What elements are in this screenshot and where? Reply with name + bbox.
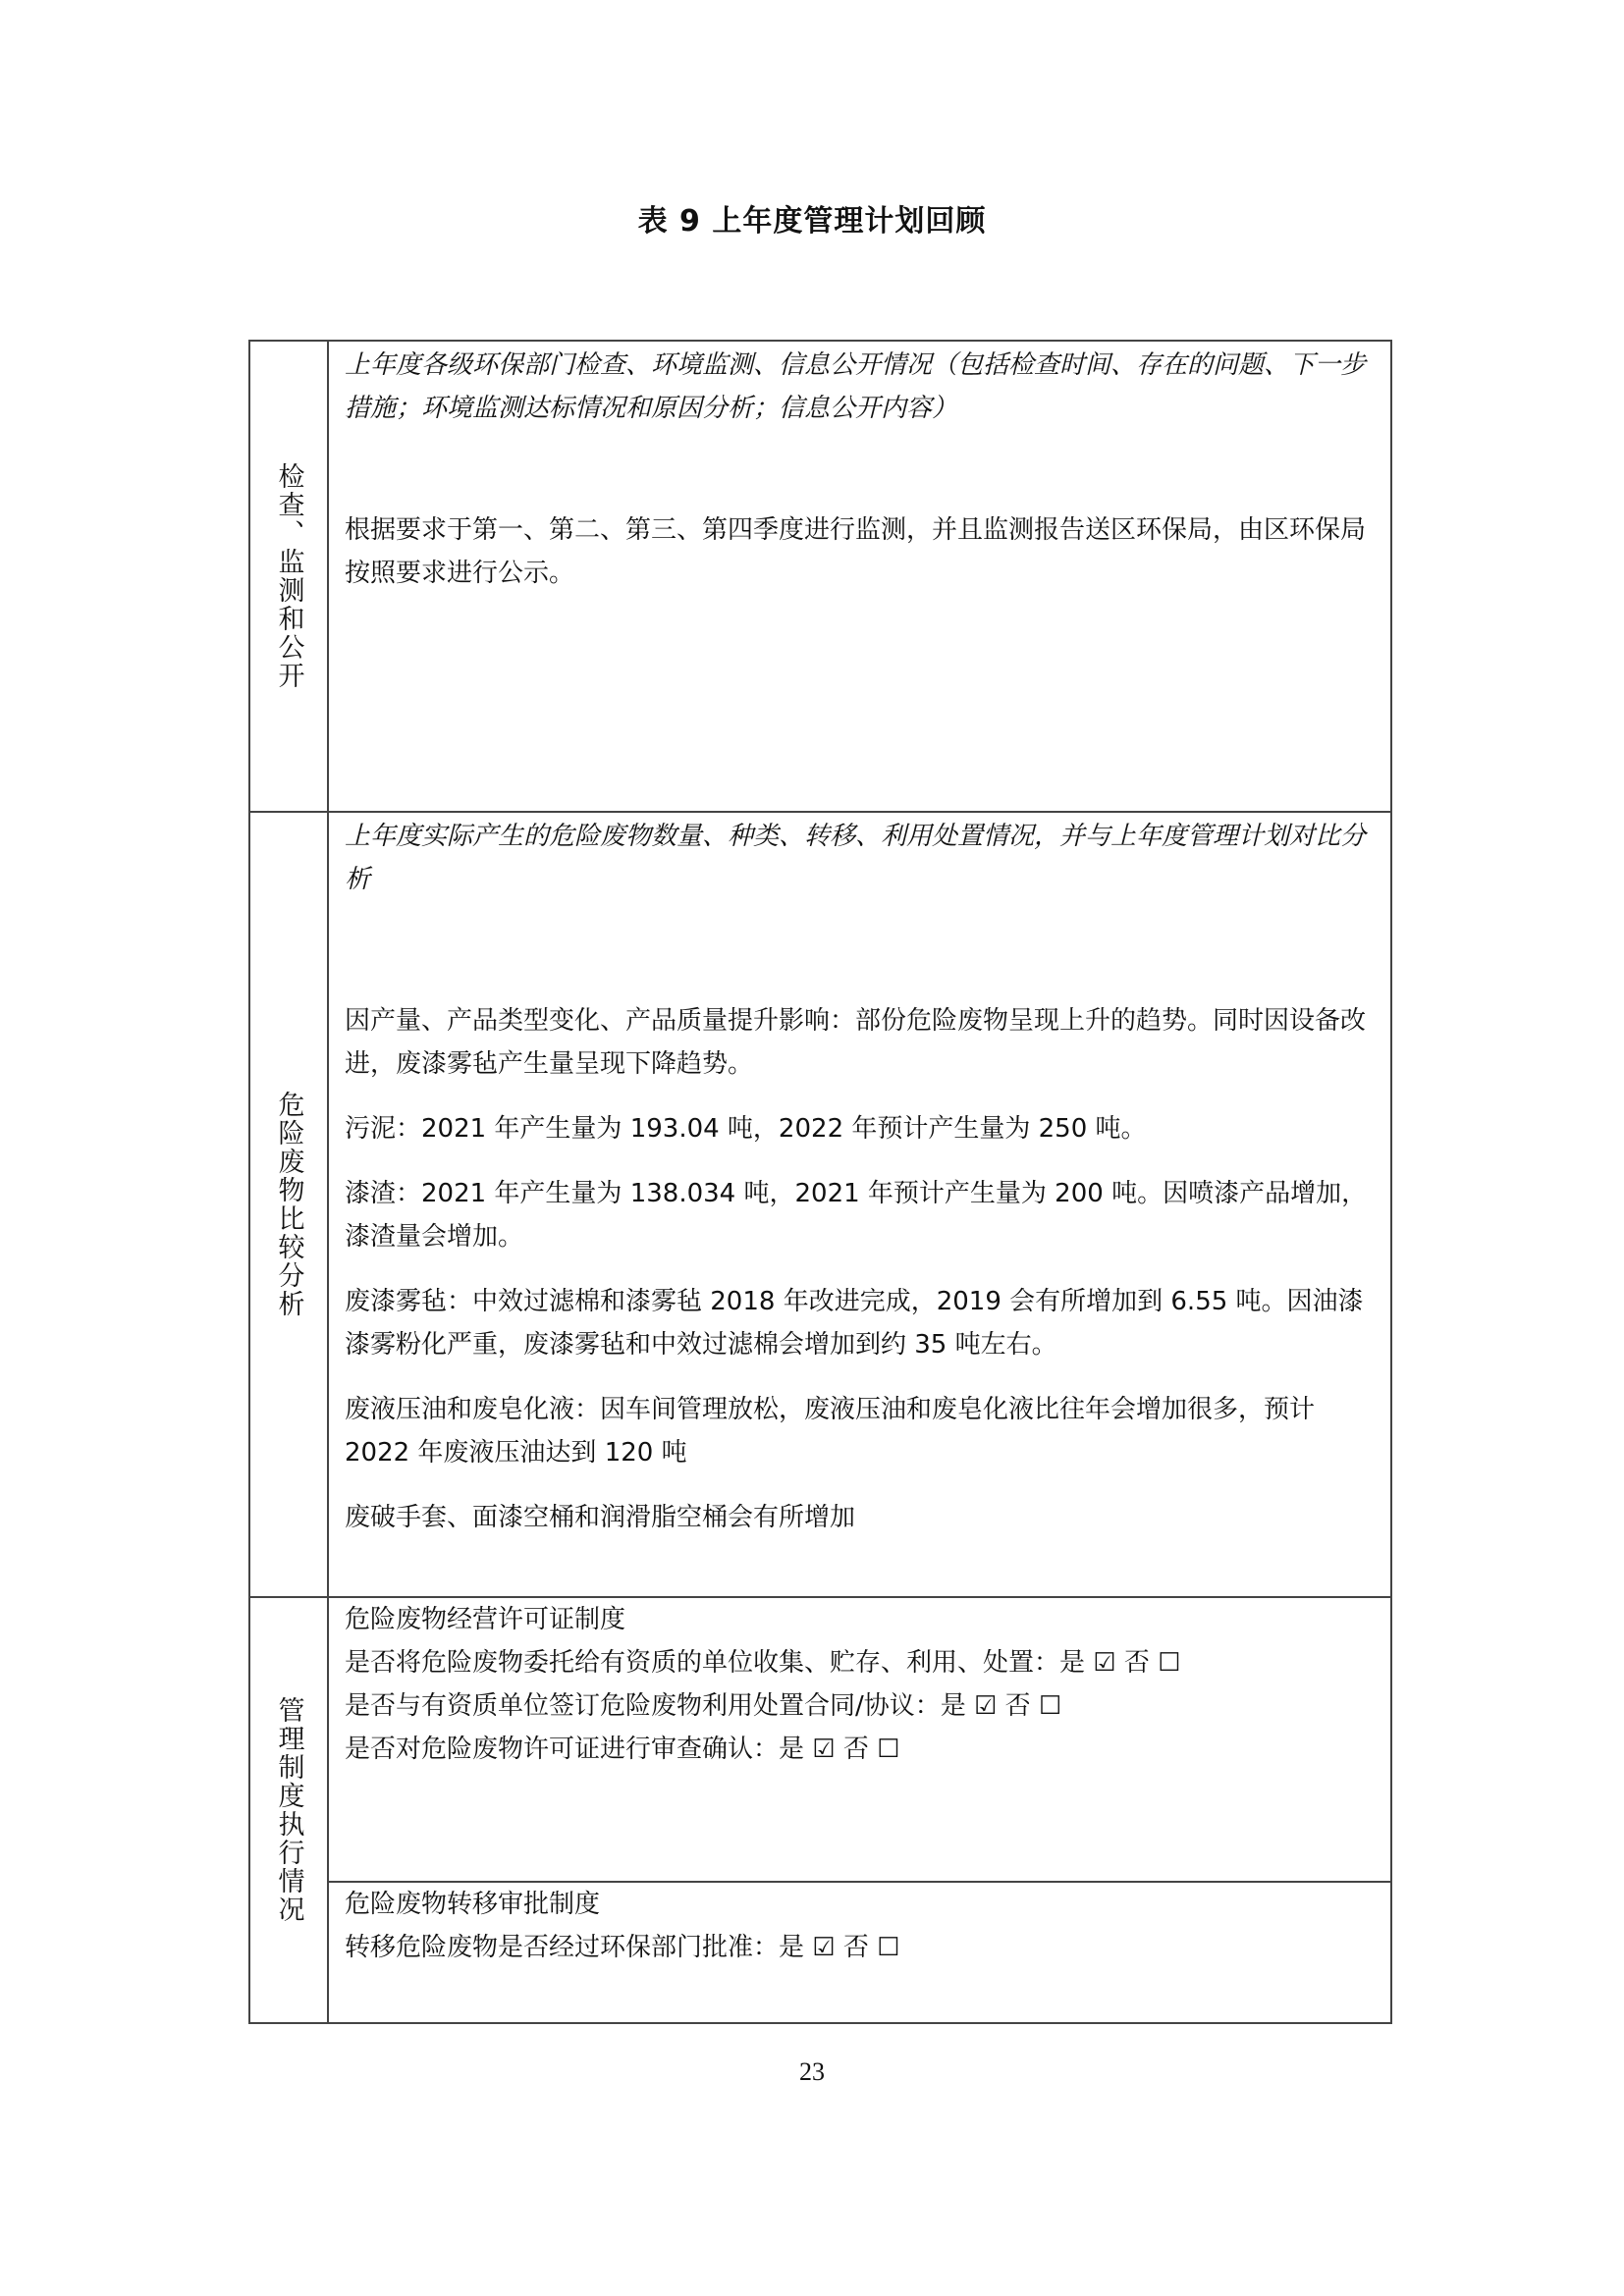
license-item: 是否将危险废物委托给有资质的单位收集、贮存、利用、处置：是 ☑ 否 ☐: [345, 1648, 1181, 1678]
page-number: 23: [799, 2057, 825, 2086]
hazardous-paragraph: 污泥：2021 年产生量为 193.04 吨，2022 年预计产生量为 250 吨。: [345, 1114, 1147, 1144]
hazardous-paragraph: 因产量、产品类型变化、产品质量提升影响：部份危险废物呈现上升的趋势。同时因设备改进，废漆雾毡产生量呈现下降趋势。: [345, 1006, 1367, 1079]
license-item: 是否与有资质单位签订危险废物利用处置合同/协议：是 ☑ 否 ☐: [345, 1691, 1062, 1721]
license-heading: 危险废物经营许可证制度: [345, 1605, 626, 1634]
row-label-hazardous: [250, 813, 329, 1596]
inspection-label: 检查、监测和公开: [273, 462, 304, 690]
inspection-prompt: 上年度各级环保部门检查、环境监测、信息公开情况（包括检查时间、存在的问题、下一步措施；环境监测达标情况和原因分析；信息公开内容）: [345, 350, 1367, 423]
hazardous-prompt: 上年度实际产生的危险废物数量、种类、转移、利用处置情况，并与上年度管理计划对比分析: [345, 822, 1367, 894]
hazardous-paragraph: 废破手套、面漆空桶和润滑脂空桶会有所增加: [345, 1503, 856, 1532]
management-label: 管理制度执行情况: [273, 1696, 304, 1924]
review-table: [248, 340, 1392, 2024]
management-content: [329, 1598, 1390, 2022]
hazardous-label: 危险废物比较分析: [273, 1091, 304, 1318]
row-inspection: [250, 342, 1390, 811]
license-item: 是否对危险废物许可证进行审查确认：是 ☑ 否 ☐: [345, 1735, 900, 1764]
hazardous-paragraph: 漆渣：2021 年产生量为 138.034 吨，2021 年预计产生量为 200 吨。因喷漆产品增加，漆渣量会增加。: [345, 1179, 1368, 1252]
hazardous-paragraph: 废液压油和废皂化液：因车间管理放松，废液压油和废皂化液比往年会增加很多，预计 2022 年废液压油达到 120 吨: [345, 1395, 1316, 1468]
row-label-management: [250, 1598, 329, 2022]
transfer-subsection: [329, 1881, 1390, 2022]
inspection-body: 根据要求于第一、第二、第三、第四季度进行监测，并且监测报告送区环保局，由区环保局按照要求进行公示。: [345, 515, 1367, 588]
row-management: [250, 1596, 1390, 2022]
transfer-item: 转移危险废物是否经过环保部门批准：是 ☑ 否 ☐: [345, 1933, 900, 1962]
row-hazardous: [250, 811, 1390, 1596]
row-label-inspection: [250, 342, 329, 811]
table-title: 表 9 上年度管理计划回顾: [637, 204, 987, 239]
hazardous-content: [329, 813, 1390, 1596]
transfer-heading: 危险废物转移审批制度: [345, 1890, 601, 1919]
inspection-content: [329, 342, 1390, 811]
license-subsection: [329, 1598, 1390, 1881]
hazardous-paragraph: 废漆雾毡：中效过滤棉和漆雾毡 2018 年改进完成，2019 会有所增加到 6.55 吨。因油漆漆雾粉化严重，废漆雾毡和中效过滤棉会增加到约 35 吨左右。: [345, 1287, 1364, 1360]
